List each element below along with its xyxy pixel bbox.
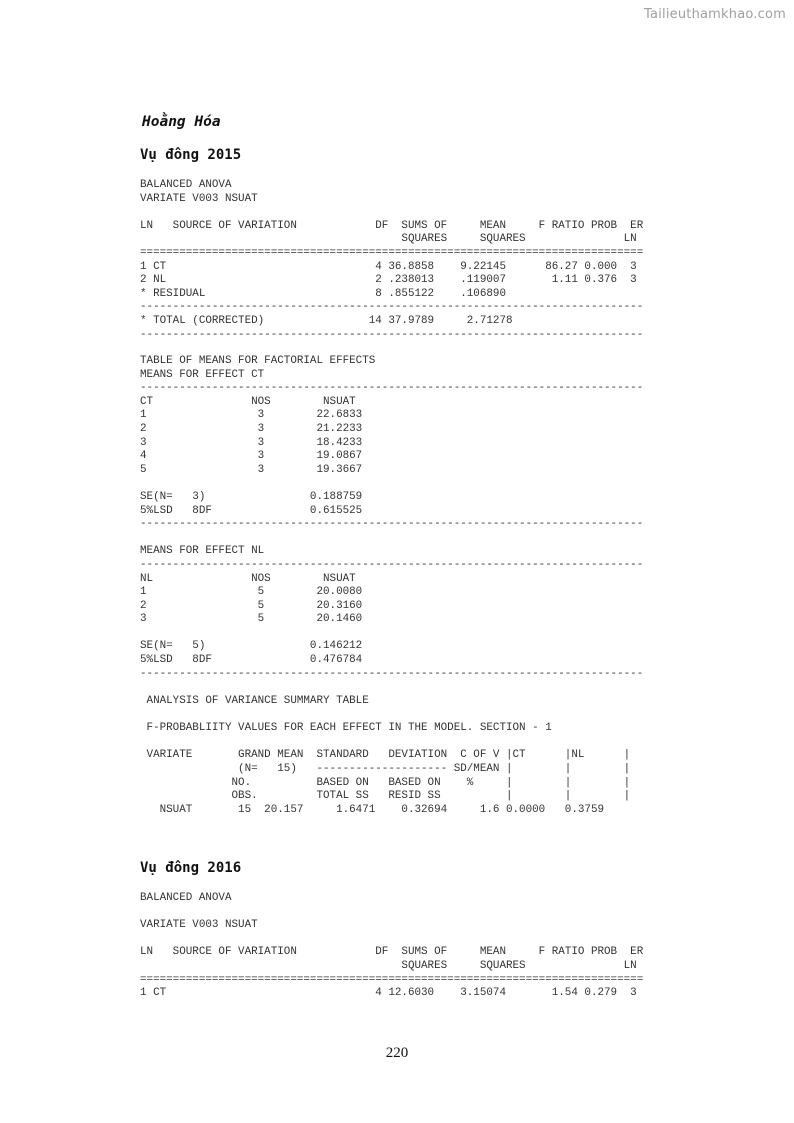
output-line: ============================================================================= (140, 246, 644, 259)
means-tables-2015 (140, 355, 643, 681)
output-line: MEANS FOR EFFECT NL (140, 545, 265, 558)
output-line: ----------------------------------------------------------------------------- (140, 328, 644, 341)
output-line: OBS. TOTAL SS RESID SS | | | (140, 790, 631, 803)
watermark: Tailieuthamkhao.com (644, 7, 786, 22)
anova-table-2015 (140, 179, 643, 342)
output-line: 3 5 20.1460 (140, 613, 363, 626)
output-line: CT NOS NSUAT (140, 395, 356, 408)
output-line: ----------------------------------------------------------------------------- (140, 667, 644, 680)
output-line: SE(N= 5) 0.146212 (140, 640, 363, 653)
output-line: NO. BASED ON BASED ON % | | | (140, 776, 631, 789)
anova-table-2016 (140, 892, 643, 1001)
output-line: * TOTAL (CORRECTED) 14 37.9789 2.71278 (140, 314, 513, 327)
output-line: 1 CT 4 36.8858 9.22145 86.27 0.000 3 (140, 260, 637, 273)
output-line: TABLE OF MEANS FOR FACTORIAL EFFECTS (140, 355, 376, 367)
page-number: 220 (385, 1045, 409, 1061)
output-line: 1 CT 4 12.6030 3.15074 1.54 0.279 3 (140, 987, 637, 1000)
output-line: VARIATE GRAND MEAN STANDARD DEVIATION C OF V |CT |NL | (140, 749, 631, 762)
output-line: 2 5 20.3160 (140, 599, 363, 612)
section-title-2016: Vụ đông 2016 (140, 860, 242, 876)
output-line: NL NOS NSUAT (140, 572, 356, 585)
anova-summary-table-2015 (140, 695, 630, 817)
output-line: 1 5 20.0080 (140, 586, 363, 599)
output-line: (N= 15) -------------------- SD/MEAN | | | (140, 762, 631, 775)
output-line: LN SOURCE OF VARIATION DF SUMS OF MEAN F RATIO PROB ER (140, 946, 644, 959)
output-line: SQUARES SQUARES LN (140, 233, 637, 246)
output-line: NSUAT 15 20.157 1.6471 0.32694 1.6 0.0000 0.3759 (140, 803, 605, 816)
output-line: BALANCED ANOVA (140, 892, 232, 904)
output-line: VARIATE V003 NSUAT (140, 192, 258, 205)
output-line: LN SOURCE OF VARIATION DF SUMS OF MEAN F RATIO PROB ER (140, 219, 644, 232)
location-title: Hoằng Hóa (142, 114, 221, 130)
output-line: SE(N= 3) 0.188759 (140, 490, 363, 503)
output-line: ============================================================================= (140, 973, 644, 986)
output-line: 5%LSD 8DF 0.476784 (140, 654, 363, 667)
output-line: VARIATE V003 NSUAT (140, 919, 258, 932)
output-line: * RESIDUAL 8 .855122 .106890 (140, 287, 506, 300)
output-line: 2 3 21.2233 (140, 422, 363, 435)
output-line: 4 3 19.0867 (140, 450, 363, 463)
output-line: 5%LSD 8DF 0.615525 (140, 504, 363, 517)
output-line: F-PROBABLIITY VALUES FOR EACH EFFECT IN THE MODEL. SECTION - 1 (140, 722, 552, 735)
output-line: 5 3 19.3667 (140, 463, 363, 476)
output-line: ----------------------------------------------------------------------------- (140, 518, 644, 531)
output-line: MEANS FOR EFFECT CT (140, 368, 265, 381)
output-line: 3 3 18.4233 (140, 436, 363, 449)
output-line: ----------------------------------------------------------------------------- (140, 382, 644, 395)
output-line: BALANCED ANOVA (140, 179, 232, 191)
output-line: 2 NL 2 .238013 .119007 1.11 0.376 3 (140, 274, 637, 287)
output-line: ANALYSIS OF VARIANCE SUMMARY TABLE (140, 695, 369, 707)
output-line: ----------------------------------------------------------------------------- (140, 558, 644, 571)
output-line: ----------------------------------------------------------------------------- (140, 301, 644, 314)
output-line: SQUARES SQUARES LN (140, 959, 637, 972)
section-title-2015: Vụ đông 2015 (140, 147, 242, 163)
output-line: 1 3 22.6833 (140, 409, 363, 422)
